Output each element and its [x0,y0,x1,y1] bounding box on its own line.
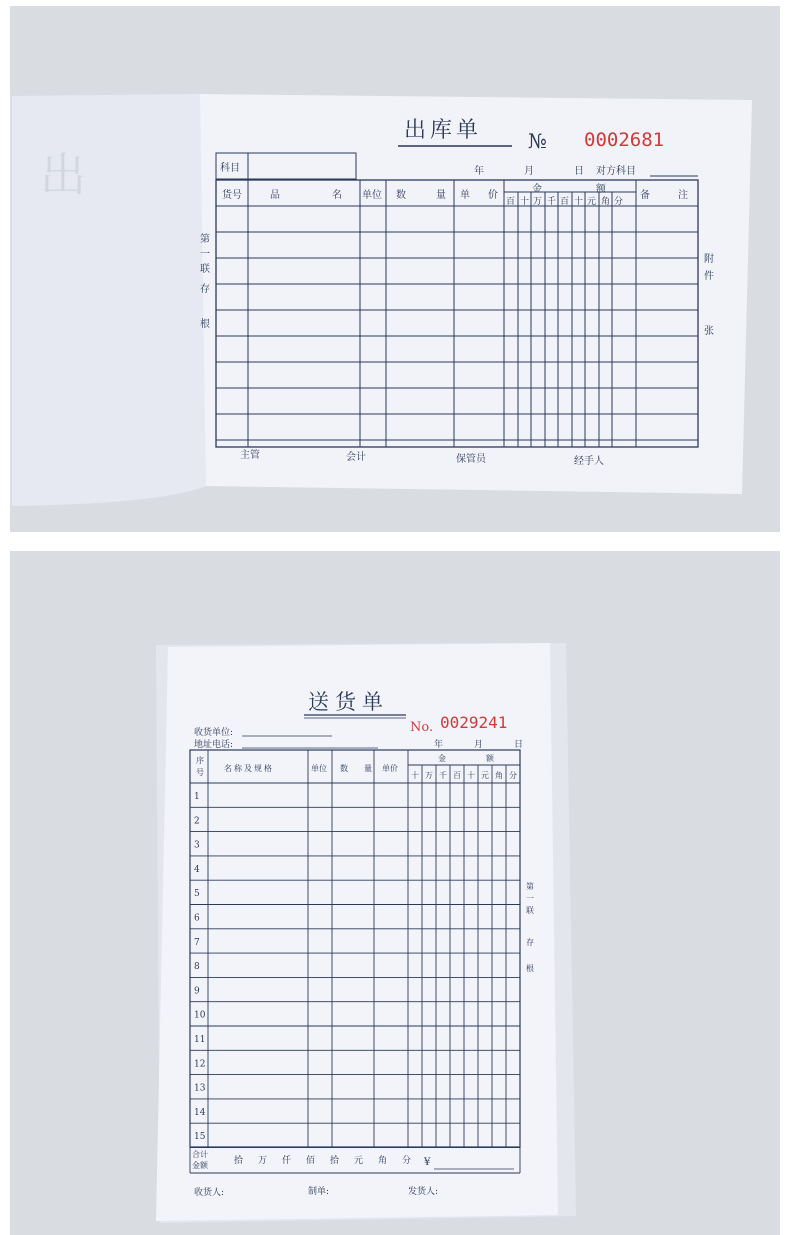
footer-sender: 发货人: [408,1187,439,1197]
total-unit-5: 元 [354,1156,364,1166]
amount-digit-1: 十 [520,197,530,207]
total-unit-4: 拾 [330,1156,340,1166]
left-page-ghost-glyph: 出 [40,148,86,202]
amount-digit-5: 十 [574,197,584,207]
header-remark-right: 注 [678,190,688,201]
amount2-digit-3: 百 [453,771,461,780]
amount2-digit-0: 十 [411,771,419,780]
header-seq-bottom: 号 [196,768,204,777]
total-unit-3: 佰 [306,1156,316,1166]
footer-keeper: 保管员 [456,454,486,465]
amount-digit-headers [506,195,623,207]
row-number-15: 15 [194,1132,206,1143]
header-name-right: 名 [332,190,342,201]
header-name-spec: 名称及规格 [224,764,274,773]
header-seq-top: 序 [196,756,204,765]
row-number-5: 5 [194,889,200,900]
header2-qty-left: 数 [340,764,348,773]
amount2-digit-2: 千 [439,771,447,780]
header-price-left: 单 [460,190,470,201]
header-amount-left: 金 [532,184,542,195]
row-number-3: 3 [194,840,200,851]
right2-char-3: 存 [526,938,534,947]
header2-unit: 单位 [311,764,327,773]
row-number-8: 8 [194,962,200,973]
header2-amount-left: 金 [438,754,446,763]
amount2-digit-5: 元 [481,771,489,780]
row-number-7: 7 [194,937,200,948]
total-label-bottom: 金额 [192,1161,208,1170]
row-number-9: 9 [194,986,200,997]
row-number-13: 13 [194,1083,206,1094]
amount-digit-8: 分 [614,197,624,207]
subject-label: 科目 [220,163,240,174]
out-form-sheet [200,94,752,494]
right2-char-2: 联 [526,906,534,915]
left-side-char-2: 联 [200,264,210,275]
photo-panel-delivery-note [10,551,780,1235]
header-qty-left: 数 [396,190,406,201]
date2-month: 月 [474,740,484,750]
date-day: 日 [574,166,584,177]
date-month: 月 [524,166,534,177]
total-label-top: 合计 [192,1150,208,1159]
amount2-digit-7: 分 [509,771,517,780]
amount2-digit-6: 角 [495,771,503,780]
delivery-note-photo [10,551,780,1235]
left-side-char-3: 存 [200,284,210,295]
header2-amount-right: 额 [486,754,494,763]
amount-digit-3: 千 [547,197,557,207]
header-amount-right: 额 [596,184,606,195]
total-unit-7: 分 [402,1156,412,1166]
row-number-11: 11 [194,1035,206,1045]
header-remark-left: 备 [640,190,650,201]
delivery-note-no-label: No. [410,720,434,735]
out-form-serial: 0002681 [584,129,665,151]
delivery-note-title: 送货单 [308,690,389,714]
date2-year: 年 [434,740,444,750]
right2-char-4: 根 [526,964,534,973]
total-unit-2: 仟 [282,1156,292,1166]
footer-receiver: 收货人: [194,1188,225,1198]
address-label: 地址电话: [194,740,234,750]
amount-digit-4: 百 [560,197,570,207]
right-side-char-0: 附 [704,254,714,265]
out-form-title: 出库单 [404,118,483,143]
left-side-char-1: 一 [200,249,210,260]
date2-day: 日 [514,740,524,750]
header-qty-right: 量 [436,190,446,201]
row-number-1: 1 [194,792,200,802]
right-side-char-1: 件 [704,271,714,282]
left-side-char-0: 第 [200,234,210,245]
header-unit: 单位 [362,190,382,201]
row-number-14: 14 [194,1107,206,1118]
amount2-digit-1: 万 [425,771,433,780]
left-side-char-4: 根 [200,319,210,330]
amount-digit-0: 百 [506,197,516,207]
header2-price: 单价 [382,764,398,773]
photo-panel-delivery-out [10,6,780,532]
header2-qty-right: 量 [364,764,372,773]
receiver-label: 收货单位: [194,728,234,738]
out-form-no-label: № [528,129,547,153]
header-price-right: 价 [488,190,498,201]
right-side-char-2: 张 [704,326,714,337]
row-number-6: 6 [194,913,200,924]
counter-subject-label: 对方科目 [596,166,636,177]
date-year: 年 [474,166,484,177]
delivery-note-serial: 0029241 [440,713,508,732]
right2-char-1: 一 [526,894,534,903]
total-unit-1: 万 [258,1156,268,1166]
amount-digit-2: 万 [533,197,543,207]
footer-supervisor: 主管 [240,450,260,461]
total-unit-6: 角 [378,1156,388,1166]
footer-maker: 制单: [308,1187,330,1197]
header-code: 货号 [222,190,242,201]
row-number-4: 4 [194,864,200,875]
row-number-12: 12 [194,1059,206,1070]
total-unit-0: 拾 [234,1156,244,1166]
amount-digit-7: 角 [601,197,611,207]
right2-char-0: 第 [526,882,534,891]
row-number-2: 2 [194,816,200,827]
out-form-photo [10,6,780,532]
total-yen-sign: ¥ [424,1157,431,1168]
header-name-left: 品 [270,190,280,201]
amount2-digit-4: 十 [467,771,475,780]
row-number-10: 10 [194,1010,206,1021]
footer-handler: 经手人 [574,456,604,467]
amount-digit-6: 元 [587,197,597,207]
footer-accountant: 会计 [346,452,366,463]
